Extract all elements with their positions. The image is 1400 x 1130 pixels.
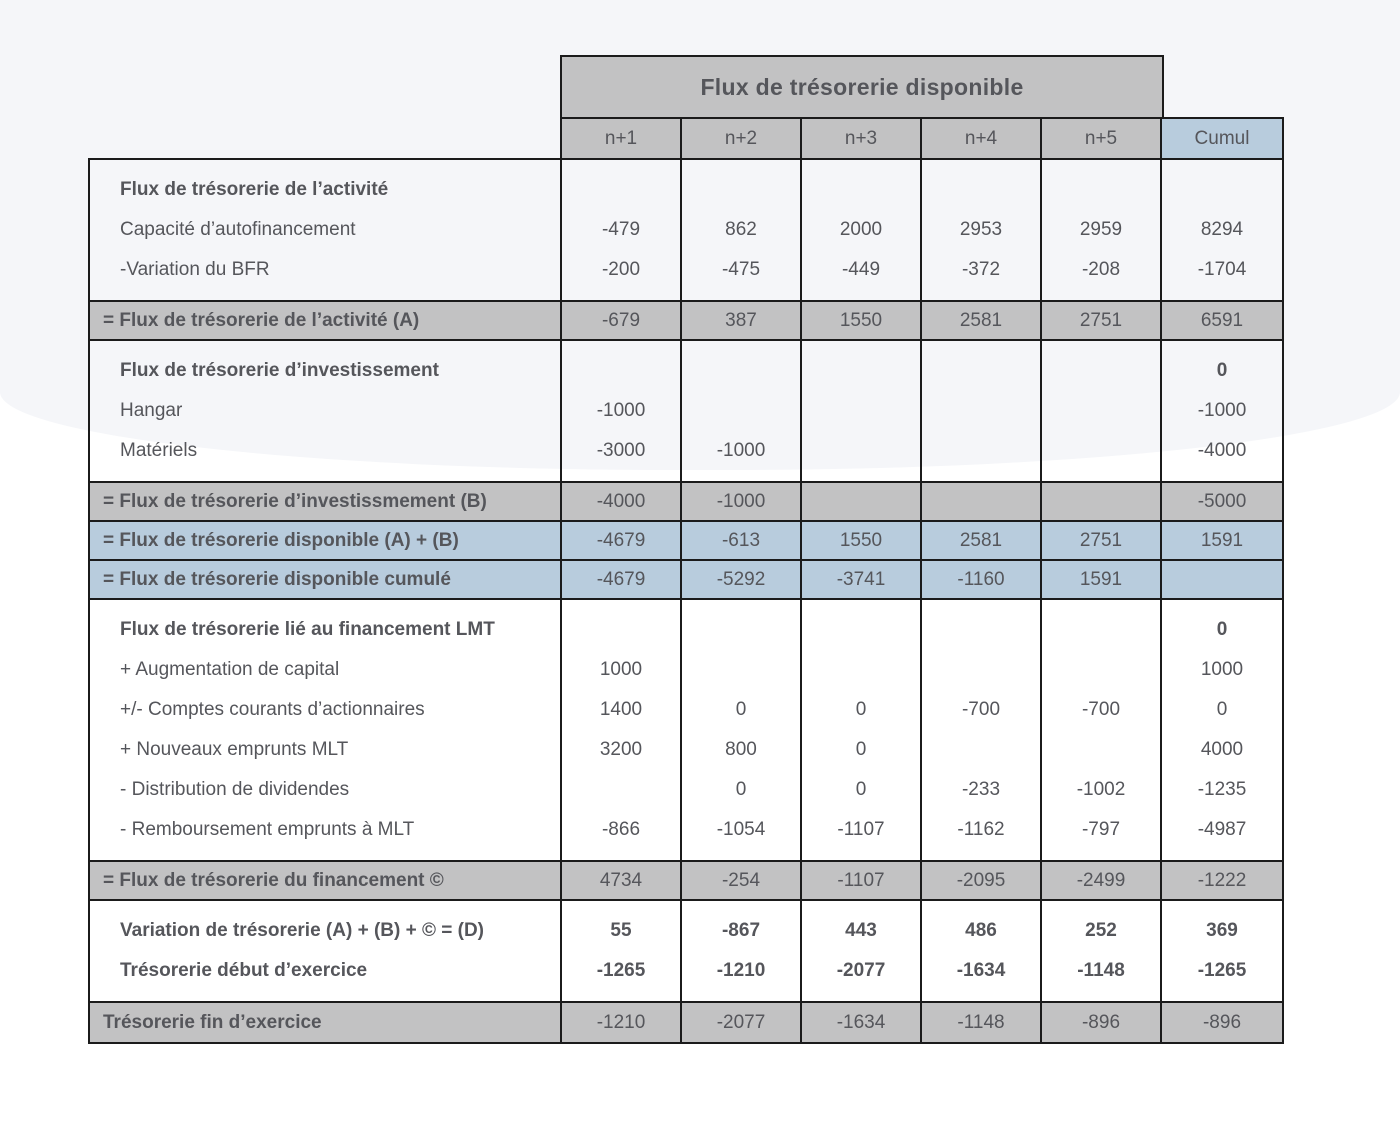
- total-row-value: [922, 483, 1042, 520]
- section-value-cell: [562, 160, 682, 300]
- row-label: Hangar: [120, 400, 183, 421]
- total-row: [90, 862, 1282, 901]
- cell-value: [562, 610, 680, 650]
- cell-value: 252: [1085, 920, 1117, 941]
- cell-value: [922, 431, 1040, 471]
- row-label: Matériels: [120, 440, 198, 461]
- section-label-cell: [90, 160, 562, 300]
- cell-value: -1000: [716, 440, 766, 461]
- cumul-header: Cumul: [1162, 119, 1282, 158]
- cell-value: [922, 351, 1040, 391]
- total-row-value: 1591: [1200, 529, 1244, 551]
- cell-value: [802, 650, 920, 690]
- section-value-cell: [682, 160, 802, 300]
- cell-value: 862: [725, 219, 757, 240]
- cell-value: [682, 391, 800, 431]
- section-value-cell: [1042, 901, 1162, 1001]
- year-header-2: n+2: [682, 119, 802, 158]
- cell-value: [1162, 170, 1282, 210]
- cell-value: -1704: [1197, 259, 1247, 280]
- cell-value: -2077: [836, 960, 886, 981]
- row-label: -Variation du BFR: [120, 259, 270, 280]
- cell-value: -1235: [1197, 779, 1247, 800]
- cell-value: -4987: [1197, 819, 1247, 840]
- cell-value: [802, 170, 920, 210]
- cell-value: -866: [601, 819, 641, 840]
- total-row-value: -1148: [922, 1003, 1042, 1042]
- cell-value: 8294: [1200, 219, 1244, 240]
- cell-value: 2959: [1079, 219, 1123, 240]
- section-value-cell: [802, 341, 922, 481]
- section-value-cell: [1162, 600, 1282, 860]
- cell-value: [1042, 730, 1160, 770]
- cell-value: 443: [845, 920, 877, 941]
- total-row: [90, 522, 1282, 561]
- total-row-label: = Flux de trésorerie de l’activité (A): [90, 302, 562, 339]
- section-value-cell: [562, 901, 682, 1001]
- cell-value: [682, 610, 800, 650]
- section-value-cell: [1042, 160, 1162, 300]
- total-row-value: -254: [682, 862, 802, 899]
- total-row-value: -1160: [922, 561, 1042, 598]
- total-row-value: -2077: [682, 1003, 802, 1042]
- section-value-cell: [922, 600, 1042, 860]
- total-row-value: -896: [1042, 1003, 1162, 1042]
- total-row-value: 2751: [1042, 522, 1162, 559]
- cell-value: -233: [961, 779, 1001, 800]
- cell-value: -700: [1081, 699, 1121, 720]
- section-label-cell: [90, 901, 562, 1001]
- row-label: Flux de trésorerie d’investissement: [120, 360, 439, 381]
- cell-value: -475: [721, 259, 761, 280]
- cell-value: [802, 351, 920, 391]
- section-value-cell: [802, 901, 922, 1001]
- cell-value: 3200: [599, 739, 643, 760]
- section-value-cell: [682, 901, 802, 1001]
- cell-value: [562, 170, 680, 210]
- section-value-cell: [562, 341, 682, 481]
- cell-value: 0: [735, 699, 747, 720]
- cell-value: 0: [1216, 619, 1228, 640]
- cell-value: [1042, 351, 1160, 391]
- cell-value: [1042, 170, 1160, 210]
- section-block: [90, 160, 1282, 302]
- table-body: [88, 158, 1284, 1044]
- cell-value: -1107: [837, 819, 885, 840]
- table-title: Flux de trésorerie disponible: [560, 55, 1164, 117]
- total-row: [90, 1003, 1282, 1042]
- cell-value: 1400: [599, 699, 643, 720]
- total-row-value: [802, 483, 922, 520]
- cell-value: 2953: [959, 219, 1003, 240]
- cell-value: -1265: [1197, 960, 1247, 981]
- cell-value: 0: [855, 739, 867, 760]
- cell-value: 0: [1216, 360, 1228, 381]
- cell-value: [562, 770, 680, 810]
- cell-value: [802, 391, 920, 431]
- cell-value: -1148: [1077, 960, 1125, 981]
- cell-value: [1042, 431, 1160, 471]
- total-row-label: = Flux de trésorerie du financement ©: [90, 862, 562, 899]
- section-label-cell: [90, 341, 562, 481]
- cell-value: 800: [725, 739, 757, 760]
- row-label: + Nouveaux emprunts MLT: [120, 739, 349, 760]
- cell-value: [1042, 650, 1160, 690]
- total-row-value: -3741: [802, 561, 922, 598]
- total-row-value: -613: [682, 522, 802, 559]
- total-row-label: Trésorerie fin d’exercice: [90, 1003, 562, 1042]
- total-row-value: -2095: [922, 862, 1042, 899]
- total-row: [90, 302, 1282, 341]
- cell-value: [1042, 610, 1160, 650]
- section-value-cell: [1162, 341, 1282, 481]
- total-row-value: 2581: [922, 302, 1042, 339]
- total-row-value: -679: [562, 302, 682, 339]
- section-value-cell: [802, 600, 922, 860]
- section-block: [90, 901, 1282, 1003]
- cell-value: 369: [1206, 920, 1238, 941]
- section-block: [90, 600, 1282, 862]
- cell-value: [682, 650, 800, 690]
- cell-value: -797: [1081, 819, 1121, 840]
- cell-value: -449: [841, 259, 881, 280]
- total-row-value: 2751: [1042, 302, 1162, 339]
- section-value-cell: [922, 160, 1042, 300]
- section-value-cell: [1162, 901, 1282, 1001]
- section-value-cell: [802, 160, 922, 300]
- cell-value: -3000: [596, 440, 646, 461]
- cell-value: -1162: [957, 819, 1005, 840]
- cell-value: [922, 650, 1040, 690]
- cell-value: [922, 391, 1040, 431]
- total-row-value: -1000: [682, 483, 802, 520]
- section-label-cell: [90, 600, 562, 860]
- cell-value: 55: [610, 920, 632, 941]
- total-row-value: 4734: [562, 862, 682, 899]
- row-label: +/- Comptes courants d’actionnaires: [120, 699, 425, 720]
- row-label: Variation de trésorerie (A) + (B) + © = (D): [120, 920, 485, 941]
- cell-value: [682, 170, 800, 210]
- cell-value: 0: [855, 779, 867, 800]
- section-value-cell: [682, 341, 802, 481]
- cell-value: -1054: [716, 819, 766, 840]
- section-value-cell: [562, 600, 682, 860]
- row-label: Flux de trésorerie lié au financement LMT: [120, 619, 495, 640]
- cell-value: [922, 730, 1040, 770]
- total-row-value: 1550: [802, 522, 922, 559]
- total-row-value: -1210: [562, 1003, 682, 1042]
- total-row-value: -5292: [682, 561, 802, 598]
- section-value-cell: [682, 600, 802, 860]
- cell-value: 0: [1216, 699, 1228, 720]
- total-row-value: -896: [1202, 1011, 1242, 1033]
- cell-value: 486: [965, 920, 997, 941]
- cell-value: [922, 610, 1040, 650]
- cell-value: [1042, 391, 1160, 431]
- row-label: - Distribution de dividendes: [120, 779, 350, 800]
- cell-value: -867: [721, 920, 761, 941]
- cell-value: [562, 351, 680, 391]
- row-label: Flux de trésorerie de l’activité: [120, 179, 389, 200]
- row-label: Capacité d’autofinancement: [120, 219, 356, 240]
- cell-value: -700: [961, 699, 1001, 720]
- total-row-value: [1042, 483, 1162, 520]
- cell-value: -1210: [716, 960, 766, 981]
- cell-value: [802, 610, 920, 650]
- cell-value: 1000: [1200, 659, 1244, 680]
- total-row-value: 387: [682, 302, 802, 339]
- total-row-value: -4000: [562, 483, 682, 520]
- cell-value: -1634: [956, 960, 1006, 981]
- year-header-1: n+1: [562, 119, 682, 158]
- year-header-5: n+5: [1042, 119, 1162, 158]
- cell-value: -208: [1081, 259, 1121, 280]
- total-row-value: [1162, 561, 1282, 598]
- year-header-row: [560, 117, 1284, 158]
- section-block: [90, 341, 1282, 483]
- section-value-cell: [922, 341, 1042, 481]
- year-header-3: n+3: [802, 119, 922, 158]
- total-row: [90, 561, 1282, 600]
- total-row-value: -4679: [562, 522, 682, 559]
- cell-value: -372: [961, 259, 1001, 280]
- cell-value: -1265: [596, 960, 646, 981]
- cell-value: -1002: [1076, 779, 1126, 800]
- cell-value: 4000: [1200, 739, 1244, 760]
- total-row-label: = Flux de trésorerie disponible cumulé: [90, 561, 562, 598]
- row-label: - Remboursement emprunts à MLT: [120, 819, 415, 840]
- total-row: [90, 483, 1282, 522]
- year-header-4: n+4: [922, 119, 1042, 158]
- cell-value: [922, 170, 1040, 210]
- cell-value: 1000: [599, 659, 643, 680]
- section-value-cell: [1042, 341, 1162, 481]
- total-row-value: 1550: [802, 302, 922, 339]
- total-row-value: -1222: [1197, 869, 1247, 891]
- cell-value: -4000: [1197, 440, 1247, 461]
- total-row-value: 1591: [1042, 561, 1162, 598]
- total-row-value: -4679: [562, 561, 682, 598]
- section-value-cell: [922, 901, 1042, 1001]
- section-value-cell: [1162, 160, 1282, 300]
- cell-value: -479: [601, 219, 641, 240]
- total-row-value: -1634: [802, 1003, 922, 1042]
- cell-value: [682, 351, 800, 391]
- section-value-cell: [1042, 600, 1162, 860]
- total-row-value: -2499: [1042, 862, 1162, 899]
- cell-value: -1000: [596, 400, 646, 421]
- cell-value: [802, 431, 920, 471]
- cell-value: -200: [601, 259, 641, 280]
- total-row-value: 6591: [1200, 309, 1244, 331]
- cell-value: 0: [855, 699, 867, 720]
- total-row-label: = Flux de trésorerie disponible (A) + (B): [90, 522, 562, 559]
- total-row-value: -5000: [1197, 490, 1247, 512]
- row-label: Trésorerie début d’exercice: [120, 960, 368, 981]
- cell-value: -1000: [1197, 400, 1247, 421]
- cell-value: 2000: [839, 219, 883, 240]
- total-row-value: -1107: [802, 862, 922, 899]
- total-row-label: = Flux de trésorerie d’investissmement (B): [90, 483, 562, 520]
- total-row-value: 2581: [922, 522, 1042, 559]
- cell-value: 0: [735, 779, 747, 800]
- row-label: + Augmentation de capital: [120, 659, 340, 680]
